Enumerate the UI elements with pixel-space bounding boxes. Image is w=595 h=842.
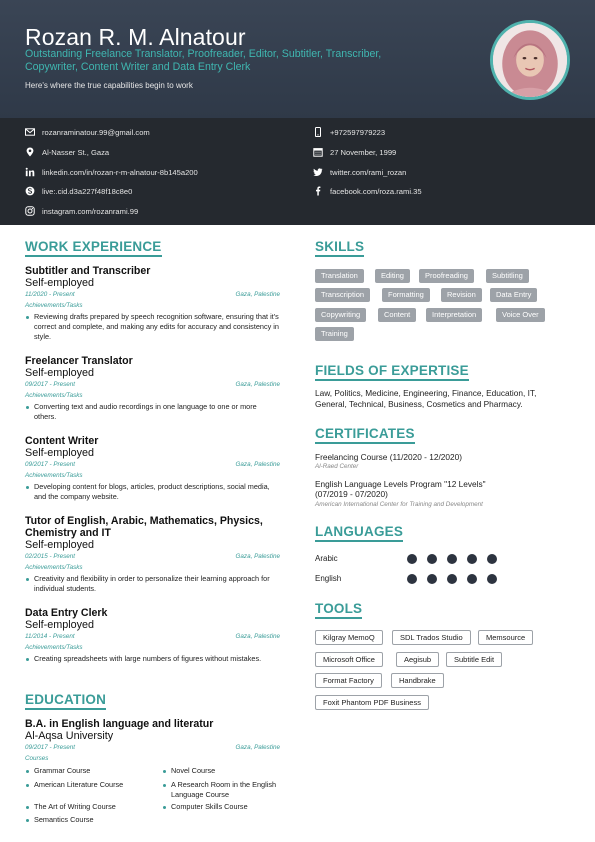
skill-tag: Proofreading bbox=[419, 269, 474, 283]
skype-icon bbox=[25, 186, 35, 196]
skill-tag: Translation bbox=[315, 269, 364, 283]
job-location: Gaza, Palestine bbox=[235, 291, 280, 298]
job-data-entry bbox=[25, 607, 280, 664]
job-bullet: Reviewing drafts prepared by speech recognition software, ensuring that it's correct and complete, and making any edits for accuracy and consistency in style. bbox=[25, 312, 280, 341]
phone-icon bbox=[313, 127, 323, 137]
skill-tag: Transcription bbox=[315, 288, 370, 302]
tool-tag: Microsoft Office bbox=[315, 652, 383, 667]
work-experience-heading: WORK EXPERIENCE bbox=[25, 239, 162, 254]
education-entry bbox=[25, 718, 280, 762]
job-title: Data Entry Clerk bbox=[25, 607, 108, 619]
job-date: 02/2015 - Present bbox=[25, 553, 76, 560]
job-org: Self-employed bbox=[25, 539, 95, 551]
tool-tag: Memsource bbox=[478, 630, 533, 645]
course-item: A Research Room in the English Language Course bbox=[162, 780, 290, 800]
level-dot bbox=[407, 574, 417, 584]
certificate-org: Al-Raed Center bbox=[315, 463, 359, 471]
job-location: Gaza, Palestine bbox=[235, 633, 280, 640]
skill-tag: Editing bbox=[375, 269, 410, 283]
course-item: American Literature Course bbox=[25, 780, 150, 790]
certificate-item bbox=[315, 479, 515, 508]
job-location: Gaza, Palestine bbox=[235, 553, 280, 560]
courses-label: Courses bbox=[25, 755, 49, 762]
job-org: Self-employed bbox=[25, 447, 95, 459]
job-date: 11/2014 - Present bbox=[25, 633, 75, 640]
header bbox=[0, 0, 595, 118]
job-bullet: Creativity and flexibility in order to personalize their learning approach for individual students. bbox=[25, 574, 280, 594]
certificates-heading: CERTIFICATES bbox=[315, 426, 415, 441]
job-content-writer bbox=[25, 435, 280, 502]
skill-tag: Content bbox=[378, 308, 416, 322]
course-item: Grammar Course bbox=[25, 766, 150, 776]
course-item: Novel Course bbox=[162, 766, 287, 776]
achievements-label: Achievements/Tasks bbox=[25, 644, 83, 651]
contact-birthdate: 27 November, 1999 bbox=[313, 145, 396, 159]
level-dot bbox=[407, 554, 417, 564]
tool-tag: Format Factory bbox=[315, 673, 382, 688]
job-title: Content Writer bbox=[25, 435, 99, 447]
profile-photo-image bbox=[493, 23, 567, 97]
job-bullet: Developing content for blogs, articles, product descriptions, social media, and the company website. bbox=[25, 482, 280, 502]
contact-phone[interactable]: +972597979223 bbox=[313, 125, 385, 139]
skill-tag: Voice Over bbox=[496, 308, 545, 322]
contact-skype[interactable]: live:.cid.d3a227f48f18c8e0 bbox=[25, 184, 132, 198]
skill-tag: Subtitling bbox=[486, 269, 529, 283]
job-title: Subtitler and Transcriber bbox=[25, 265, 151, 277]
email-icon bbox=[25, 127, 35, 137]
course-item: Computer Skills Course bbox=[162, 802, 287, 812]
fields-heading: FIELDS OF EXPERTISE bbox=[315, 363, 469, 378]
language-row-1 bbox=[315, 574, 575, 586]
job-translator bbox=[25, 355, 280, 422]
skills-heading: SKILLS bbox=[315, 239, 365, 254]
education-heading: EDUCATION bbox=[25, 692, 107, 707]
instagram-icon bbox=[25, 206, 35, 216]
job-org: Self-employed bbox=[25, 367, 95, 379]
tool-tag: Kilgray MemoQ bbox=[315, 630, 383, 645]
education-date: 09/2017 - Present bbox=[25, 744, 76, 751]
calendar-icon bbox=[313, 147, 323, 157]
job-date: 09/2017 - Present bbox=[25, 461, 76, 468]
level-dot bbox=[467, 574, 477, 584]
job-bullet: Converting text and audio recordings in one language to one or more others. bbox=[25, 402, 280, 422]
skill-tag: Revision bbox=[441, 288, 482, 302]
level-dot bbox=[427, 574, 437, 584]
contact-instagram[interactable]: instagram.com/rozanrami.99 bbox=[25, 204, 138, 218]
education-location: Gaza, Palestine bbox=[235, 744, 280, 751]
achievements-label: Achievements/Tasks bbox=[25, 472, 83, 479]
language-name: English bbox=[315, 574, 342, 583]
fields-text: Law, Politics, Medicine, Engineering, Finance, Education, IT, General, Technical, Business, Cosmetics and Pharmacy. bbox=[315, 388, 537, 409]
tagline: Outstanding Freelance Translator, Proofreader, Editor, Subtitler, Transcriber, Copywriter, Content Writer and Data Entry Clerk bbox=[25, 48, 382, 73]
language-name: Arabic bbox=[315, 554, 338, 563]
skill-tag: Interpretation bbox=[426, 308, 482, 322]
job-location: Gaza, Palestine bbox=[235, 461, 280, 468]
tools-heading: TOOLS bbox=[315, 601, 363, 616]
job-subtitler bbox=[25, 265, 280, 341]
degree: B.A. in English language and literatur bbox=[25, 718, 214, 730]
tool-tag: Foxit Phantom PDF Business bbox=[315, 695, 429, 710]
certificate-org: American International Center for Training and Development bbox=[315, 500, 483, 508]
candidate-name: Rozan R. M. Alnatour bbox=[25, 24, 246, 50]
contact-linkedin[interactable]: linkedin.com/in/rozan-r-m-alnatour-8b145a200 bbox=[25, 165, 198, 179]
certificate-name: Freelancing Course (11/2020 - 12/2020) bbox=[315, 452, 462, 462]
contact-twitter[interactable]: twitter.com/rami_rozan bbox=[313, 165, 406, 179]
contact-email[interactable]: rozanraminatour.99@gmail.com bbox=[25, 125, 150, 139]
tool-tag: Aegisub bbox=[396, 652, 439, 667]
linkedin-icon bbox=[25, 167, 35, 177]
achievements-label: Achievements/Tasks bbox=[25, 392, 83, 399]
tool-tag: Subtitle Edit bbox=[446, 652, 502, 667]
certificate-item bbox=[315, 452, 575, 470]
course-item: The Art of Writing Course bbox=[25, 802, 150, 812]
course-item: Semantics Course bbox=[25, 815, 150, 825]
skill-tag: Training bbox=[315, 327, 354, 341]
motto: Here's where the true capabilities begin to work bbox=[25, 81, 193, 90]
job-location: Gaza, Palestine bbox=[235, 381, 280, 388]
skill-tag: Copywriting bbox=[315, 308, 366, 322]
contact-bar bbox=[0, 118, 595, 225]
location-pin-icon bbox=[25, 147, 35, 157]
school: Al-Aqsa University bbox=[25, 730, 114, 742]
level-dot bbox=[467, 554, 477, 564]
job-tutor bbox=[25, 515, 280, 594]
contact-address: Al-Nasser St., Gaza bbox=[25, 145, 109, 159]
tool-tag: Handbrake bbox=[391, 673, 444, 688]
achievements-label: Achievements/Tasks bbox=[25, 564, 83, 571]
language-level-dots bbox=[407, 554, 507, 564]
achievements-label: Achievements/Tasks bbox=[25, 302, 83, 309]
job-org: Self-employed bbox=[25, 619, 95, 631]
level-dot bbox=[447, 574, 457, 584]
job-title: Freelancer Translator bbox=[25, 355, 133, 367]
language-row-0 bbox=[315, 554, 575, 566]
skill-tag: Formatting bbox=[382, 288, 430, 302]
facebook-icon bbox=[313, 186, 323, 196]
language-level-dots bbox=[407, 574, 507, 584]
job-bullet: Creating spreadsheets with large numbers of figures without mistakes. bbox=[25, 654, 280, 664]
level-dot bbox=[487, 574, 497, 584]
job-date: 09/2017 - Present bbox=[25, 381, 76, 388]
level-dot bbox=[447, 554, 457, 564]
level-dot bbox=[427, 554, 437, 564]
tool-tag: SDL Trados Studio bbox=[392, 630, 471, 645]
job-title: Tutor of English, Arabic, Mathematics, Physics, Chemistry and IT bbox=[25, 515, 263, 539]
job-date: 11/2020 - Present bbox=[25, 291, 75, 298]
skill-tag: Data Entry bbox=[490, 288, 537, 302]
twitter-icon bbox=[313, 167, 323, 177]
certificate-name: English Language Levels Program "12 Levels" (07/2019 - 07/2020) bbox=[315, 479, 486, 500]
job-org: Self-employed bbox=[25, 277, 95, 289]
profile-photo bbox=[490, 20, 570, 100]
languages-heading: LANGUAGES bbox=[315, 524, 404, 539]
level-dot bbox=[487, 554, 497, 564]
contact-facebook[interactable]: facebook.com/roza.rami.35 bbox=[313, 184, 422, 198]
